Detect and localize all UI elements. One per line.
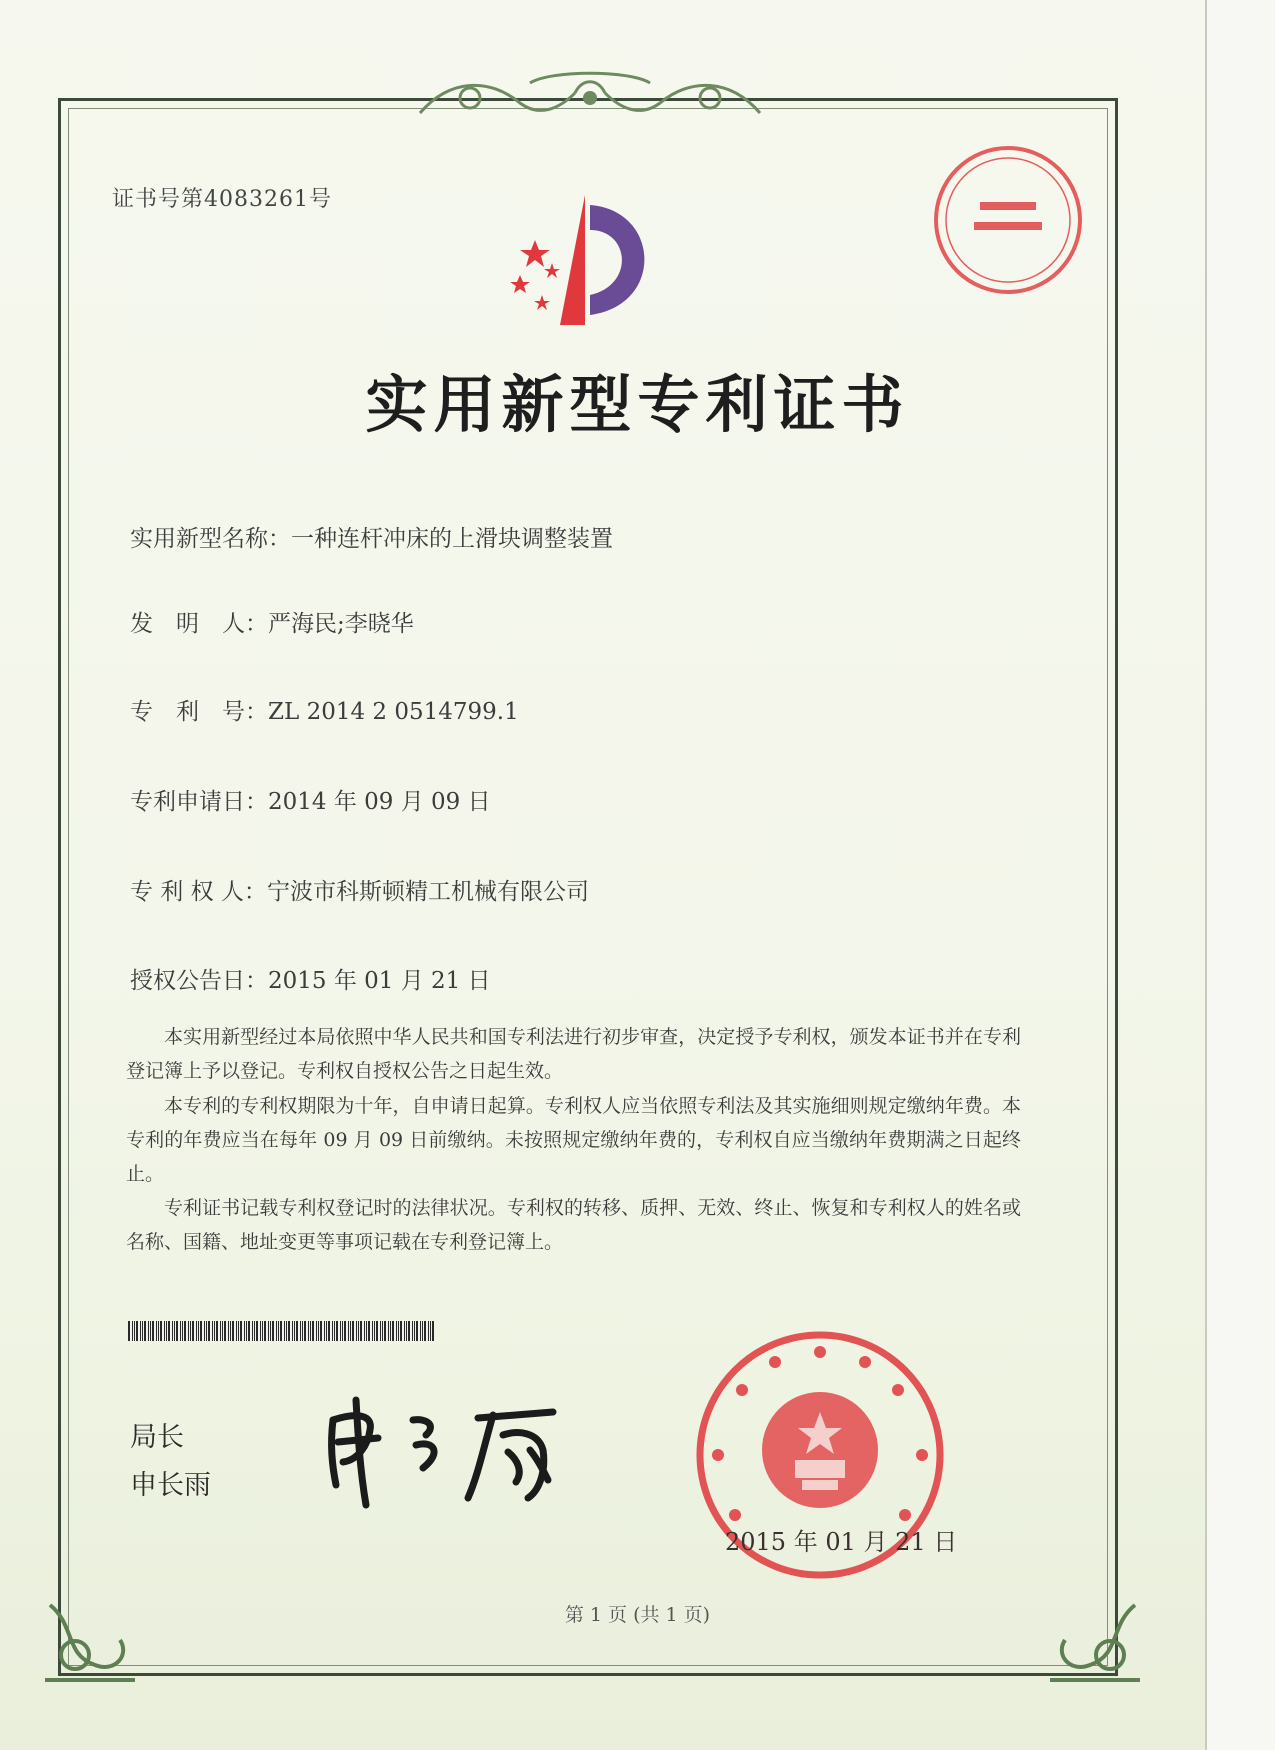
patentee-field — [130, 873, 589, 906]
director-title: 局长 — [130, 1422, 184, 1453]
tax-stamp-seal-image — [928, 140, 1088, 300]
signature-image — [318, 1390, 588, 1510]
seal-date: 2015 年 01 月 21 日 — [725, 1528, 958, 1556]
field-value: ZL 2014 2 0514799.1 — [268, 699, 519, 725]
legal-paragraph: 专利证书记载专利权登记时的法律状况。专利权的转移、质押、无效、终止、恢复和专利权人的姓名或名称、国籍、地址变更等事项记载在专利登记簿上。 — [126, 1197, 1021, 1253]
field-label: 专利申请日： — [130, 789, 268, 815]
patent-office-emblem-icon — [490, 185, 680, 335]
certificate-title: 实用新型专利证书 — [365, 368, 910, 441]
legal-paragraph: 本实用新型经过本局依照中华人民共和国专利法进行初步审查，决定授予专利权，颁发本证书并在专利登记簿上予以登记。专利权自授权公告之日起生效。 — [126, 1026, 1021, 1082]
field-value: 严海民;李晓华 — [268, 611, 414, 637]
field-label: 专 利 号： — [130, 699, 268, 725]
field-value: 2014 年 09 月 09 日 — [268, 789, 491, 815]
field-label: 发 明 人： — [130, 611, 268, 637]
page-edge — [1205, 0, 1275, 1750]
field-value: 一种连杆冲床的上滑块调整装置 — [291, 526, 613, 552]
inventor-field — [130, 605, 414, 638]
certificate-number: 证书号第4083261号 — [112, 187, 332, 212]
utility-model-name-field — [130, 520, 613, 553]
barcode — [128, 1321, 435, 1341]
field-value: 2015 年 01 月 21 日 — [268, 968, 491, 994]
field-value: 宁波市科斯顿精工机械有限公司 — [266, 879, 589, 905]
grant-date-field — [130, 962, 491, 995]
patent-number-field — [130, 693, 519, 726]
filing-date-field — [130, 783, 491, 816]
legal-paragraph: 本专利的专利权期限为十年，自申请日起算。专利权人应当依照专利法及其实施细则规定缴纳年费。本专利的年费应当在每年 09 月 09 日前缴纳。未按照规定缴纳年费的，专利权自应当缴纳年费期满之日起终止。 — [126, 1095, 1021, 1185]
field-label: 实用新型名称： — [130, 526, 291, 552]
field-label: 授权公告日： — [130, 968, 268, 994]
page-number: 第 1 页 (共 1 页) — [564, 1604, 711, 1626]
field-label: 专 利 权 人： — [130, 879, 267, 905]
director-name: 申长雨 — [130, 1470, 211, 1501]
top-ornament-icon — [410, 68, 770, 128]
